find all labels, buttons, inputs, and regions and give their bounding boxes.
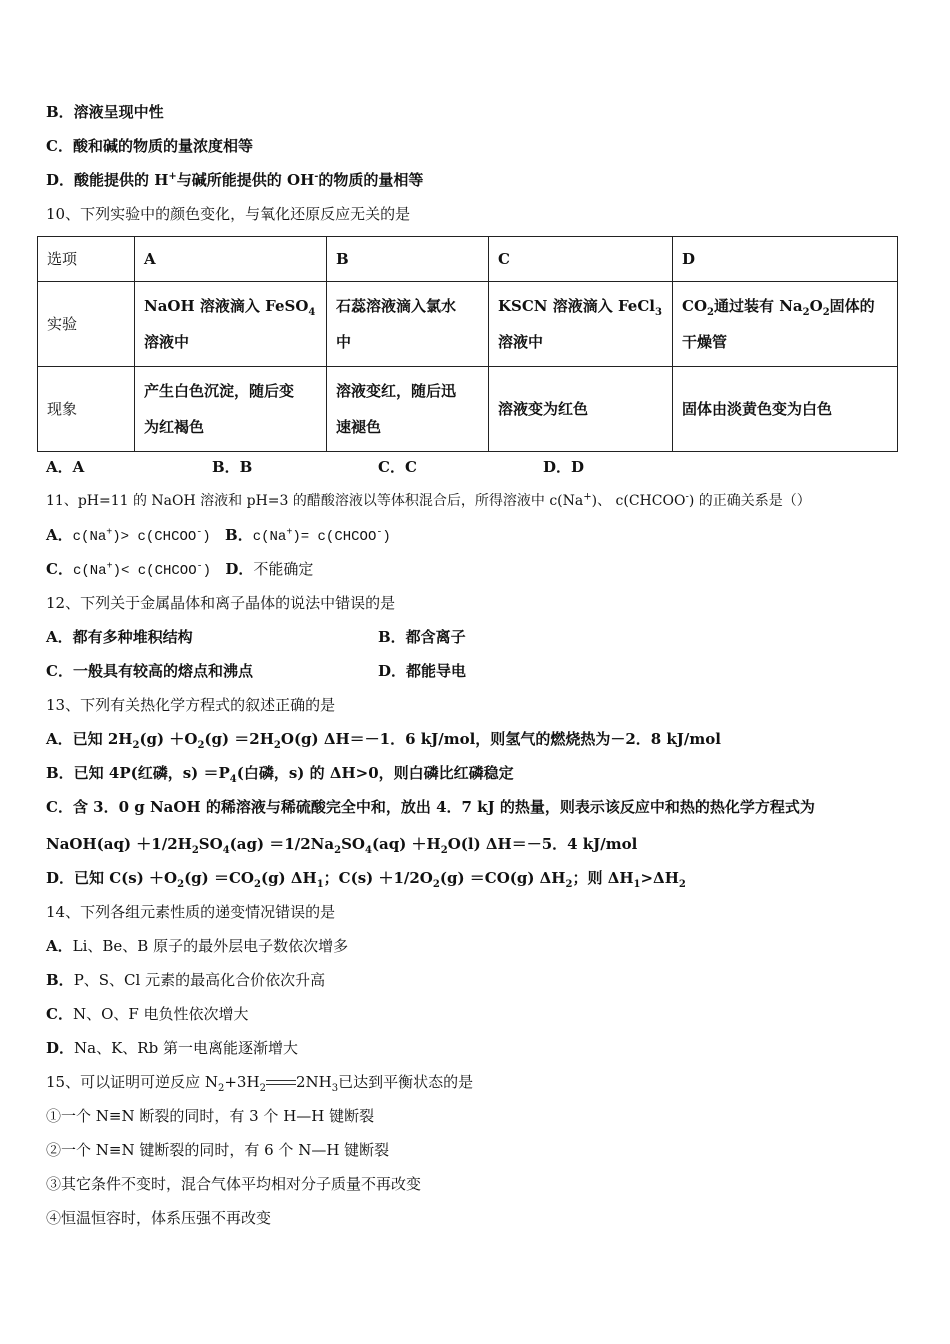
table-cell: $CO_2$通过装有 $Na_2O_2$固体的 干燥管: [673, 282, 898, 367]
q10-option-d: D．D: [543, 458, 585, 476]
q10-experiment-table: [37, 236, 898, 452]
table-cell: 固体由淡黄色变为白色: [673, 367, 898, 452]
table-cell: 溶液变为红色: [489, 367, 673, 452]
q12-option-a: A．都有多种堆积结构: [46, 628, 193, 646]
table-row-experiment: [38, 282, 898, 367]
q10-stem: 10、下列实验中的颜色变化，与氧化还原反应无关的是: [46, 205, 411, 223]
q15-item-2: ②一个 N≡N 键断裂的同时，有 6 个 N—H 键断裂: [46, 1141, 390, 1159]
q13-option-d: D．已知 $C(s) +O_2(g) =CO_2(g)$ $\Delta H_1$；$C(s) +1/2O_2(g) =CO(g)$ $\Delta H_2$；则 $\Delta H_1>\Delta H_2$: [46, 869, 686, 890]
q14-option-c: C．N、O、F 电负性依次增大: [46, 1005, 249, 1023]
q13-option-b: B．已知 4P(红磷，$s) =P_4$(白磷，s) 的 ΔH>0，则白磷比红磷稳定: [46, 764, 514, 785]
table-cell: 现象: [38, 367, 135, 452]
q13-option-a: A．已知 $2H_2(g) +O_2(g) =2H_2O(g)$ ΔH＝－1．6 kJ/mol，则氢气的燃烧热为－2．8 kJ/mol: [46, 730, 721, 751]
q13-option-c-equation: NaOH(aq) $+1/2H_2SO_4(ag) =1/2Na_2SO_4(aq) +H_2O(l)$ ΔH＝－5．4 kJ/mol: [46, 835, 638, 856]
table-row-header: [38, 237, 898, 282]
q14-option-d: D．Na、K、Rb 第一电离能逐渐增大: [46, 1039, 298, 1057]
q11-stem: 11、pH=11 的 NaOH 溶液和 pH=3 的醋酸溶液以等体积混合后，所得溶液中 c(Na+)、 c(CHCOO-) 的正确关系是（）: [46, 491, 811, 509]
q14-option-b: B．P、S、Cl 元素的最高化合价依次升高: [46, 971, 326, 989]
table-cell: 实验: [38, 282, 135, 367]
table-cell: 选项: [38, 237, 135, 282]
q13-stem: 13、下列有关热化学方程式的叙述正确的是: [46, 696, 336, 714]
q15-item-4: ④恒温恒容时，体系压强不再改变: [46, 1209, 272, 1227]
q11-options-cd: C．c(Na+)< c(CHCOO-) D．不能确定: [46, 560, 314, 579]
q9-option-b: B．溶液呈现中性: [46, 103, 164, 121]
q9-option-c: C．酸和碱的物质的量浓度相等: [46, 137, 253, 155]
table-cell: NaOH 溶液滴入 FeSO$_4$ 溶液中: [135, 282, 327, 367]
table-cell: 产生白色沉淀，随后变 为红褐色: [135, 367, 327, 452]
q12-option-b: B．都含离子: [378, 628, 466, 646]
q15-stem: 15、可以证明可逆反应 $N_2+3H_2$ $2NH_3$已达到平衡状态的是: [46, 1073, 474, 1094]
q10-option-a: A．A: [46, 458, 85, 476]
table-row-phenomenon: [38, 367, 898, 452]
q15-item-3: ③其它条件不变时，混合气体平均相对分子质量不再改变: [46, 1175, 422, 1193]
q14-stem: 14、下列各组元素性质的递变情况错误的是: [46, 903, 336, 921]
table-cell: 石蕊溶液滴入氯水 中: [327, 282, 489, 367]
table-cell: KSCN 溶液滴入 FeCl$_3$ 溶液中: [489, 282, 673, 367]
q10-option-b: B．B: [212, 458, 253, 476]
q13-option-c: C．含 3．0 g NaOH 的稀溶液与稀硫酸完全中和，放出 4．7 kJ 的热量，则表示该反应中和热的热化学方程式为: [46, 798, 815, 816]
table-cell: A: [135, 237, 327, 282]
q15-item-1: ①一个 N≡N 断裂的同时，有 3 个 H—H 键断裂: [46, 1107, 375, 1125]
q14-option-a: A．Li、Be、B 原子的最外层电子数依次增多: [46, 937, 349, 955]
q10-option-c: C．C: [378, 458, 417, 476]
table-cell: C: [489, 237, 673, 282]
table-cell: D: [673, 237, 898, 282]
q12-stem: 12、下列关于金属晶体和离子晶体的说法中错误的是: [46, 594, 396, 612]
q12-option-c: C．一般具有较高的熔点和沸点: [46, 662, 253, 680]
equilibrium-arrow-icon: [266, 1079, 296, 1087]
table-cell: 溶液变红，随后迅 速褪色: [327, 367, 489, 452]
q9-option-d: D．酸能提供的 H+与碱所能提供的 OH-的物质的量相等: [46, 171, 424, 189]
table-cell: B: [327, 237, 489, 282]
q12-option-d: D．都能导电: [378, 662, 467, 680]
q11-options-ab: A．c(Na+)> c(CHCOO-) B．c(Na+)= c(CHCOO-): [46, 526, 391, 545]
